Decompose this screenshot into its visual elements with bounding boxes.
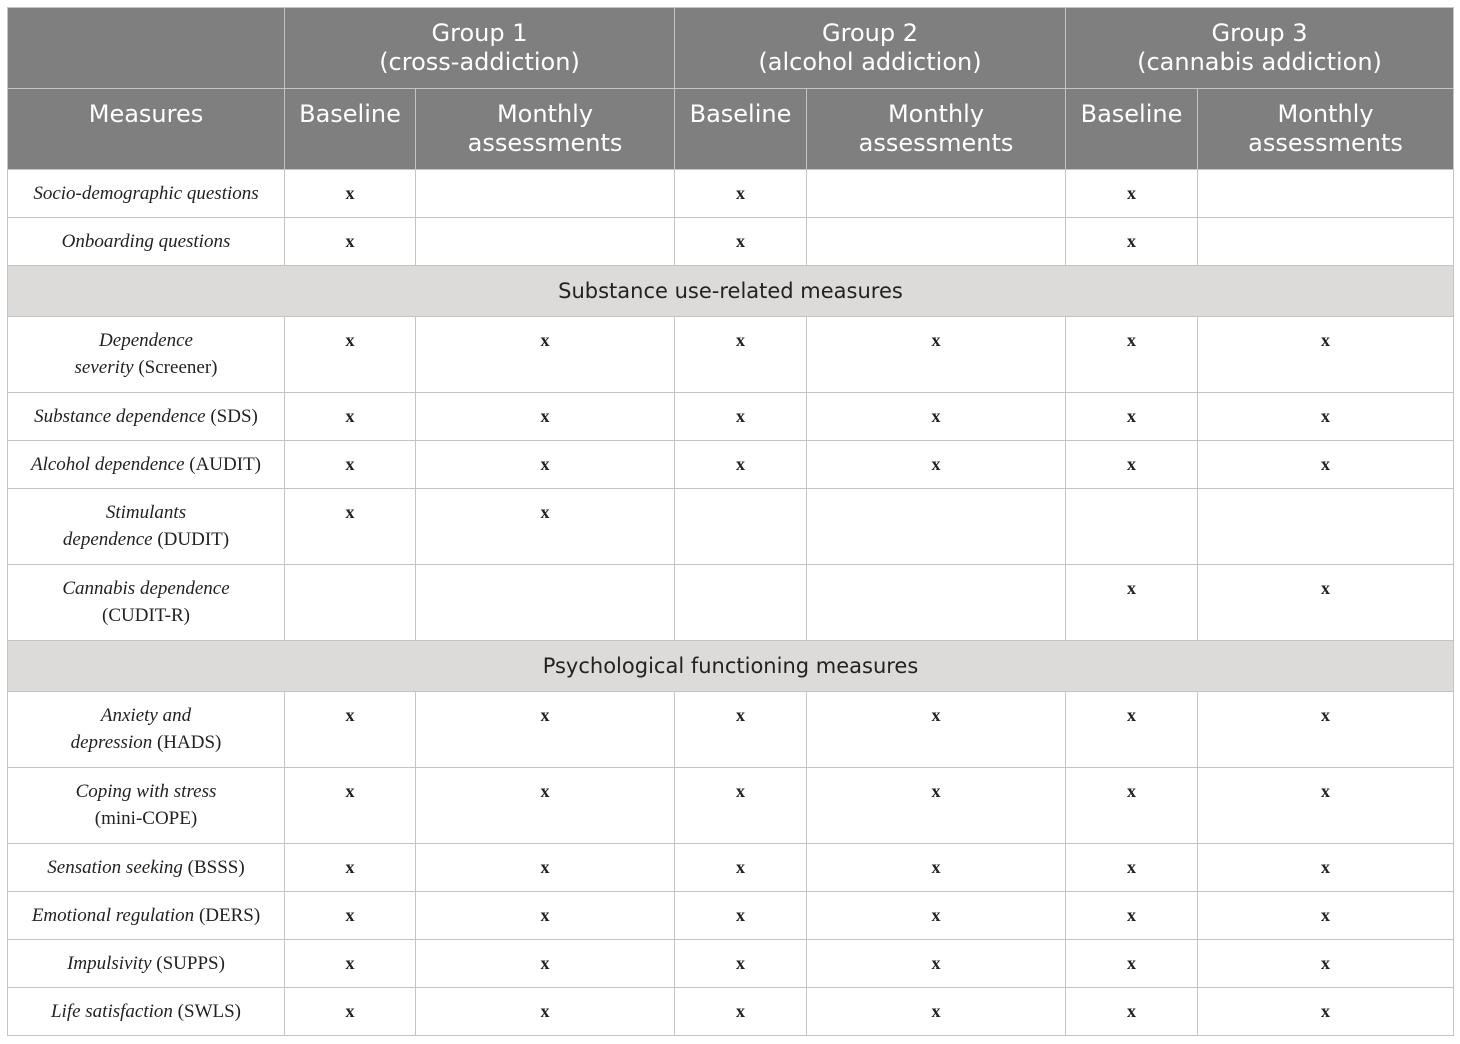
- check-mark: x: [807, 940, 1066, 988]
- measure-name: Sensation seeking (BSSS): [8, 844, 285, 892]
- check-mark: x: [1066, 692, 1198, 768]
- table-row: [8, 892, 1454, 940]
- empty-cell: [675, 489, 807, 565]
- check-mark: x: [416, 988, 675, 1036]
- group-header-row: [8, 8, 1454, 89]
- check-mark: x: [1198, 393, 1454, 441]
- check-mark: x: [285, 940, 416, 988]
- check-mark: x: [1198, 892, 1454, 940]
- check-mark: x: [416, 317, 675, 393]
- check-mark: x: [1066, 317, 1198, 393]
- table-row: [8, 170, 1454, 218]
- check-mark: x: [675, 988, 807, 1036]
- check-mark: x: [807, 393, 1066, 441]
- check-mark: x: [807, 892, 1066, 940]
- check-mark: x: [1066, 565, 1198, 641]
- empty-cell: [807, 565, 1066, 641]
- check-mark: x: [1198, 441, 1454, 489]
- check-mark: x: [285, 844, 416, 892]
- check-mark: x: [416, 489, 675, 565]
- check-mark: x: [416, 441, 675, 489]
- empty-cell: [807, 218, 1066, 266]
- check-mark: x: [416, 768, 675, 844]
- check-mark: x: [675, 768, 807, 844]
- table-row: [8, 940, 1454, 988]
- check-mark: x: [285, 489, 416, 565]
- empty-cell: [1198, 218, 1454, 266]
- check-mark: x: [416, 940, 675, 988]
- table-row: [8, 218, 1454, 266]
- check-mark: x: [285, 692, 416, 768]
- check-mark: x: [285, 892, 416, 940]
- empty-cell: [807, 489, 1066, 565]
- empty-cell: [1198, 489, 1454, 565]
- measure-name: Stimulants dependence (DUDIT): [8, 489, 285, 565]
- group-2-header: Group 2 (alcohol addiction): [675, 8, 1066, 89]
- measure-name: Substance dependence (SDS): [8, 393, 285, 441]
- check-mark: x: [1066, 393, 1198, 441]
- check-mark: x: [285, 317, 416, 393]
- check-mark: x: [807, 844, 1066, 892]
- measures-column-header: Measures: [8, 89, 285, 170]
- monthly-column-header: Monthly assessments: [416, 89, 675, 170]
- measure-name: Anxiety and depression (HADS): [8, 692, 285, 768]
- empty-cell: [807, 170, 1066, 218]
- table-row: [8, 441, 1454, 489]
- check-mark: x: [1066, 218, 1198, 266]
- measure-name: Socio-demographic questions: [8, 170, 285, 218]
- check-mark: x: [285, 170, 416, 218]
- empty-cell: [285, 565, 416, 641]
- monthly-column-header: Monthly assessments: [1198, 89, 1454, 170]
- section-row: [8, 266, 1454, 317]
- measure-name: Cannabis dependence (CUDIT-R): [8, 565, 285, 641]
- empty-cell: [675, 565, 807, 641]
- check-mark: x: [285, 441, 416, 489]
- check-mark: x: [416, 692, 675, 768]
- check-mark: x: [675, 170, 807, 218]
- baseline-column-header: Baseline: [675, 89, 807, 170]
- check-mark: x: [675, 218, 807, 266]
- check-mark: x: [675, 393, 807, 441]
- check-mark: x: [416, 844, 675, 892]
- table-row: [8, 988, 1454, 1036]
- table-row: [8, 692, 1454, 768]
- measures-table: [7, 7, 1454, 1036]
- table-row: [8, 317, 1454, 393]
- check-mark: x: [285, 988, 416, 1036]
- measure-name: Dependence severity (Screener): [8, 317, 285, 393]
- check-mark: x: [675, 441, 807, 489]
- check-mark: x: [416, 393, 675, 441]
- check-mark: x: [1066, 940, 1198, 988]
- check-mark: x: [1066, 988, 1198, 1036]
- subheader-row: [8, 89, 1454, 170]
- check-mark: x: [807, 768, 1066, 844]
- baseline-column-header: Baseline: [1066, 89, 1198, 170]
- measure-name: Onboarding questions: [8, 218, 285, 266]
- check-mark: x: [1066, 441, 1198, 489]
- measure-name: Life satisfaction (SWLS): [8, 988, 285, 1036]
- check-mark: x: [1066, 768, 1198, 844]
- section-row: [8, 641, 1454, 692]
- check-mark: x: [285, 393, 416, 441]
- measure-name: Alcohol dependence (AUDIT): [8, 441, 285, 489]
- empty-cell: [1066, 489, 1198, 565]
- empty-cell: [1198, 170, 1454, 218]
- check-mark: x: [675, 892, 807, 940]
- check-mark: x: [1198, 692, 1454, 768]
- table-row: [8, 768, 1454, 844]
- check-mark: x: [1198, 768, 1454, 844]
- check-mark: x: [675, 317, 807, 393]
- check-mark: x: [1198, 940, 1454, 988]
- check-mark: x: [1066, 892, 1198, 940]
- check-mark: x: [1066, 170, 1198, 218]
- group-3-header: Group 3 (cannabis addiction): [1066, 8, 1454, 89]
- group-1-header: Group 1 (cross-addiction): [285, 8, 675, 89]
- check-mark: x: [675, 940, 807, 988]
- measure-name: Emotional regulation (DERS): [8, 892, 285, 940]
- check-mark: x: [807, 441, 1066, 489]
- empty-cell: [416, 170, 675, 218]
- measure-name: Coping with stress (mini-COPE): [8, 768, 285, 844]
- check-mark: x: [285, 218, 416, 266]
- check-mark: x: [807, 988, 1066, 1036]
- table-row: [8, 393, 1454, 441]
- section-heading: Substance use-related measures: [8, 266, 1454, 317]
- check-mark: x: [1198, 988, 1454, 1036]
- section-heading: Psychological functioning measures: [8, 641, 1454, 692]
- empty-corner-cell: [8, 8, 285, 89]
- table-row: [8, 565, 1454, 641]
- check-mark: x: [675, 692, 807, 768]
- empty-cell: [416, 565, 675, 641]
- monthly-column-header: Monthly assessments: [807, 89, 1066, 170]
- check-mark: x: [1066, 844, 1198, 892]
- check-mark: x: [807, 692, 1066, 768]
- check-mark: x: [285, 768, 416, 844]
- check-mark: x: [675, 844, 807, 892]
- check-mark: x: [807, 317, 1066, 393]
- check-mark: x: [416, 892, 675, 940]
- table-row: [8, 844, 1454, 892]
- check-mark: x: [1198, 565, 1454, 641]
- baseline-column-header: Baseline: [285, 89, 416, 170]
- check-mark: x: [1198, 844, 1454, 892]
- table-row: [8, 489, 1454, 565]
- check-mark: x: [1198, 317, 1454, 393]
- measure-name: Impulsivity (SUPPS): [8, 940, 285, 988]
- empty-cell: [416, 218, 675, 266]
